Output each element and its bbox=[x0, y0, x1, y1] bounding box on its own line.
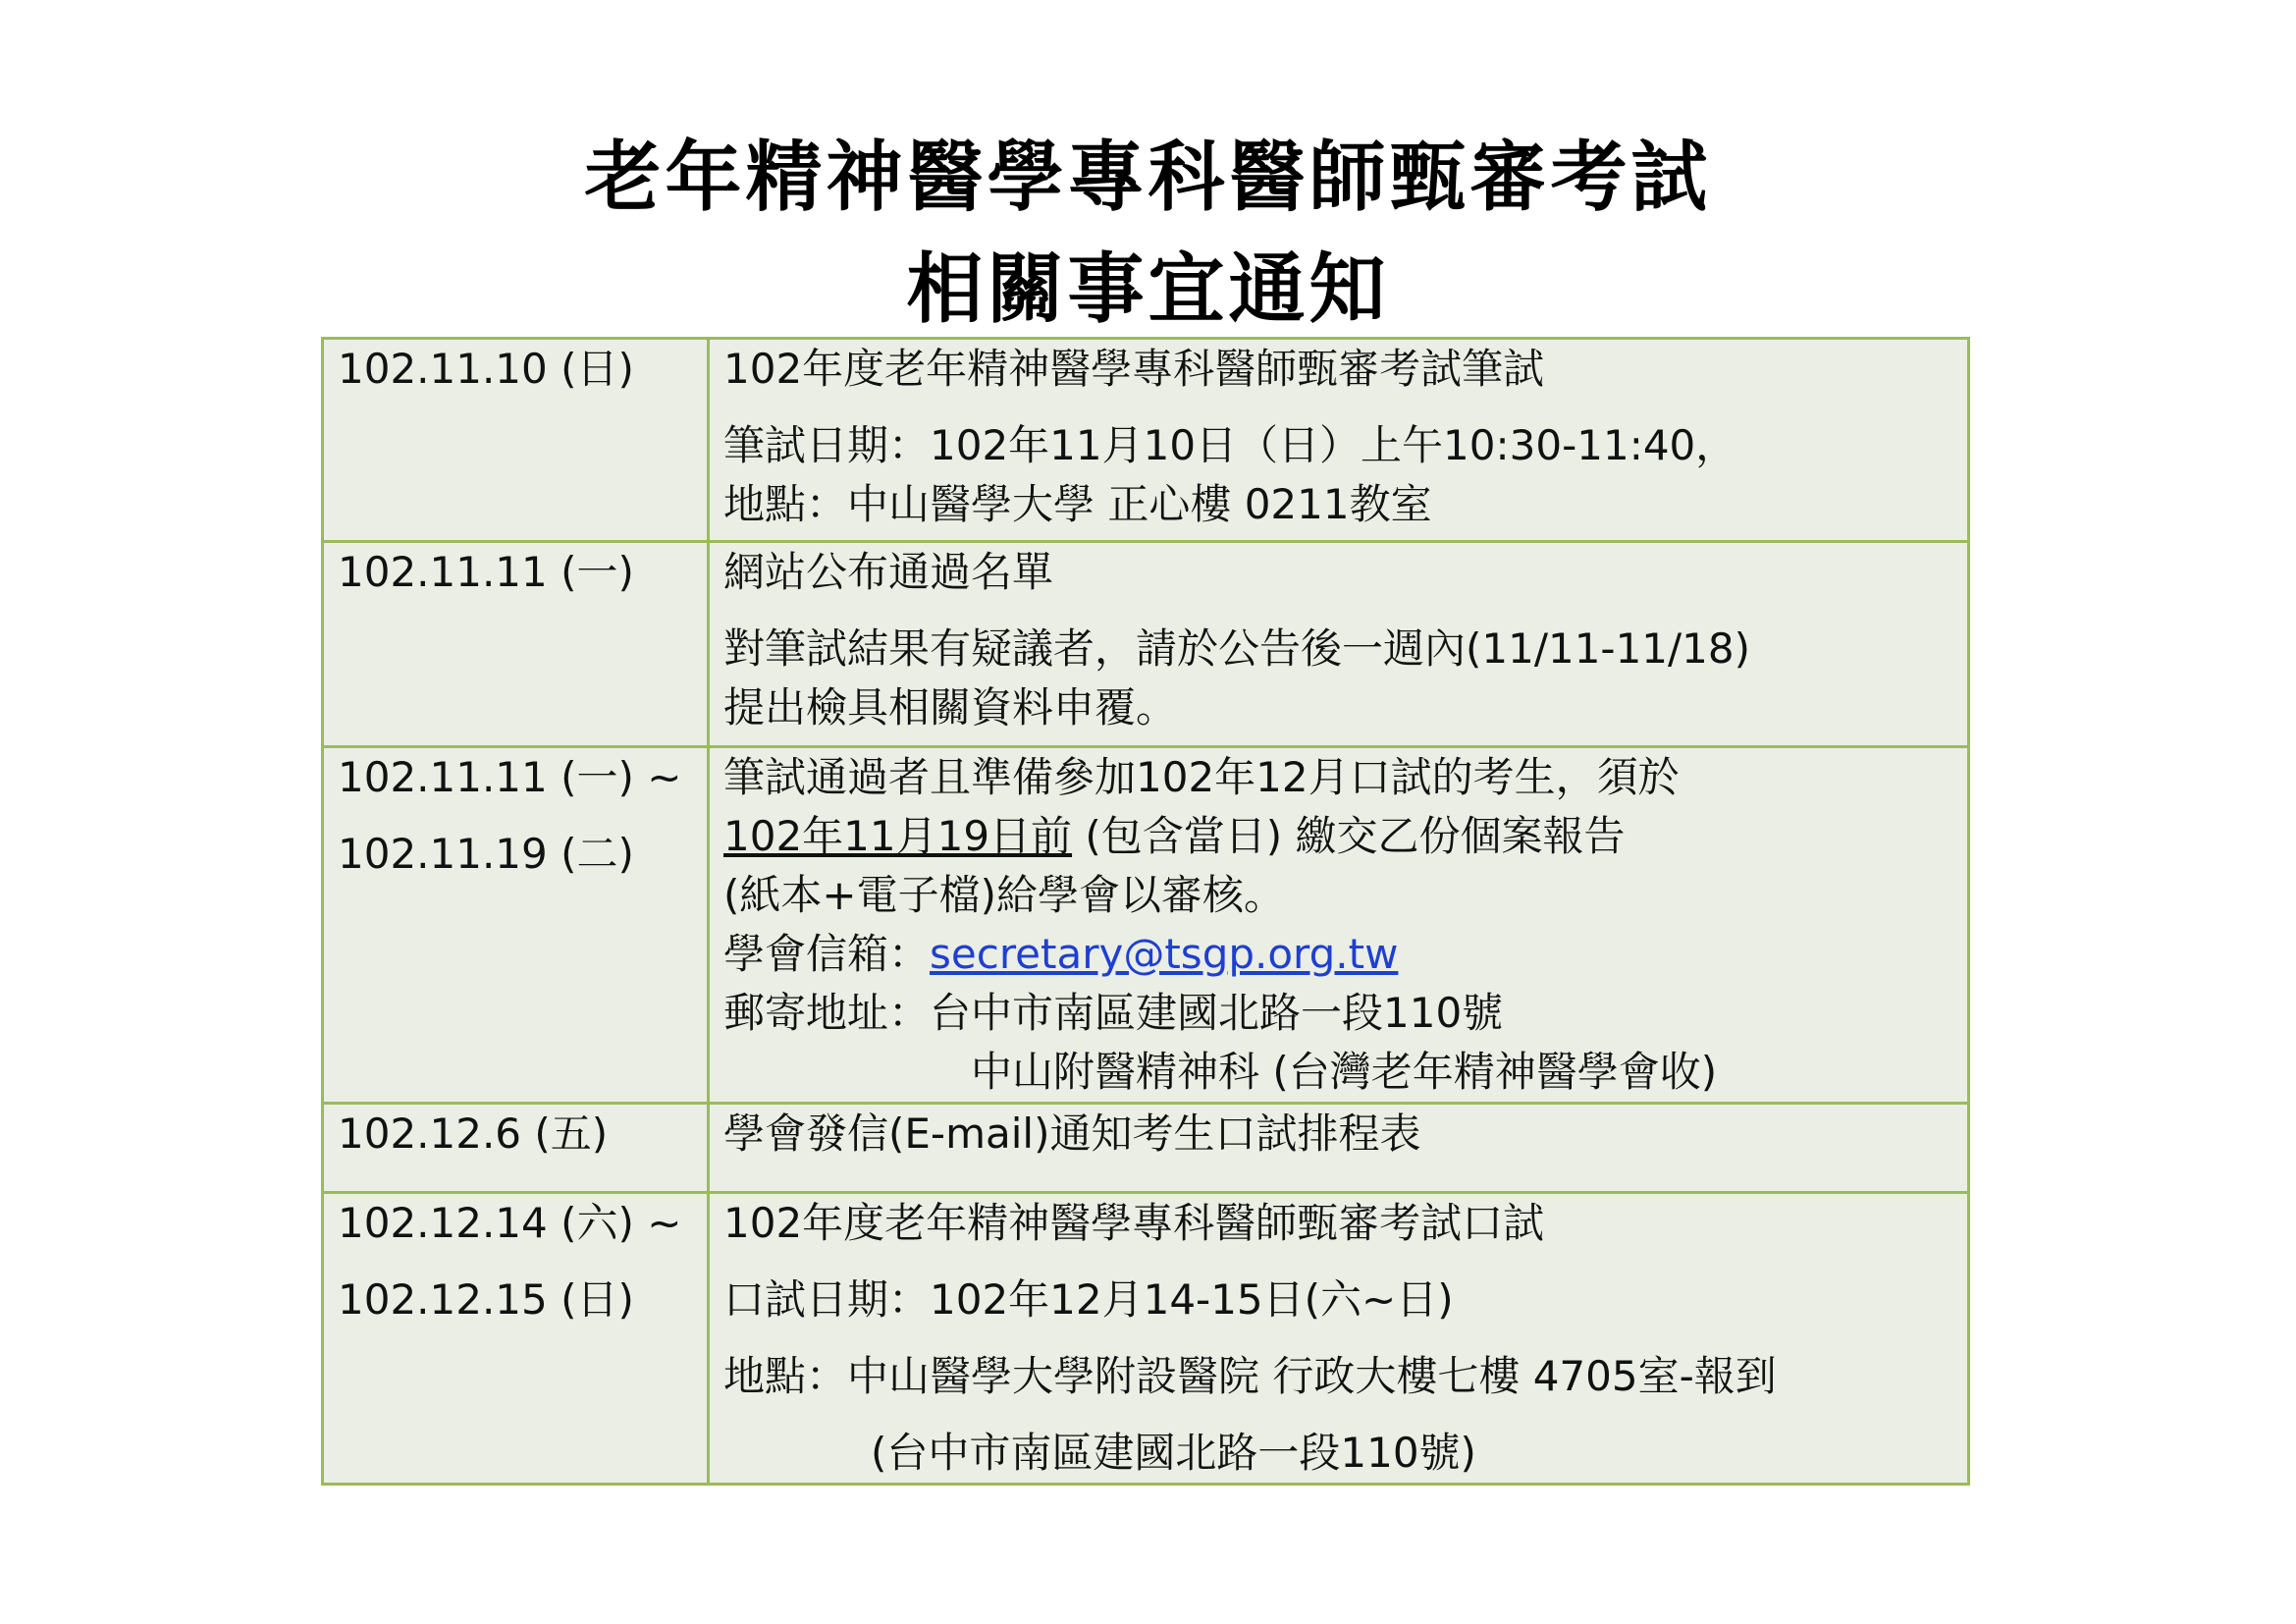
detail-line: 地點：中山醫學大學 正心樓 0211教室 bbox=[723, 480, 1432, 528]
detail-heading: 筆試通過者且準備參加102年12月口試的考生，須於 bbox=[723, 753, 1680, 801]
detail-cell bbox=[709, 1104, 1969, 1193]
detail-cell bbox=[709, 1193, 1969, 1485]
detail-line: 提出檢具相關資料申覆。 bbox=[723, 683, 1178, 731]
detail-line: 筆試日期：102年11月10日（日）上午10:30-11:40， bbox=[723, 421, 1737, 469]
date-label: 102.11.11 (一) ~ bbox=[338, 753, 682, 801]
schedule-table bbox=[321, 337, 1970, 1486]
detail-text: (包含當日) 繳交乙份個案報告 bbox=[1072, 812, 1626, 860]
detail-heading: 102年度老年精神醫學專科醫師甄審考試口試 bbox=[723, 1199, 1545, 1247]
table-row bbox=[323, 747, 1969, 1104]
date-label: 102.12.14 (六) ~ bbox=[338, 1199, 682, 1247]
table-row bbox=[323, 339, 1969, 542]
date-cell bbox=[323, 1104, 709, 1193]
table-row bbox=[323, 542, 1969, 747]
email-link[interactable]: secretary@tsgp.org.tw bbox=[930, 930, 1399, 978]
table-row bbox=[323, 1104, 1969, 1193]
detail-heading: 102年度老年精神醫學專科醫師甄審考試筆試 bbox=[723, 345, 1545, 393]
email-label: 學會信箱： bbox=[723, 930, 931, 978]
detail-cell bbox=[709, 747, 1969, 1104]
page-title: 老年精神醫學專科醫師甄審考試 bbox=[584, 133, 1712, 222]
detail-line: (紙本+電子檔)給學會以審核。 bbox=[723, 871, 1285, 919]
mail-address: 台中市南區建國北路一段110號 bbox=[930, 989, 1504, 1037]
detail-line: 口試日期：102年12月14-15日(六~日) bbox=[723, 1275, 1454, 1324]
date-label: 102.12.6 (五) bbox=[338, 1110, 609, 1158]
table-row bbox=[323, 1193, 1969, 1485]
mail-label: 郵寄地址： bbox=[723, 989, 931, 1037]
detail-heading: 網站公布通過名單 bbox=[723, 548, 1054, 596]
detail-line: 地點：中山醫學大學附設醫院 行政大樓七樓 4705室-報到 bbox=[723, 1352, 1777, 1400]
page-subtitle: 相關事宜通知 bbox=[906, 244, 1390, 334]
detail-line: (台中市南區建國北路一段110號) bbox=[871, 1429, 1476, 1477]
date-label: 102.12.15 (日) bbox=[338, 1275, 634, 1324]
date-label: 102.11.19 (二) bbox=[338, 830, 634, 878]
date-cell bbox=[323, 1193, 709, 1485]
date-label: 102.11.11 (一) bbox=[338, 548, 634, 596]
detail-heading: 學會發信(E-mail)通知考生口試排程表 bbox=[723, 1110, 1421, 1158]
mail-address-line: 中山附醫精神科 (台灣老年精神醫學會收) bbox=[971, 1048, 1718, 1096]
detail-cell bbox=[709, 339, 1969, 542]
detail-line bbox=[723, 807, 1955, 866]
deadline-underlined: 102年11月19日前 bbox=[723, 812, 1073, 860]
date-cell bbox=[323, 542, 709, 747]
detail-cell bbox=[709, 542, 1969, 747]
date-label: 102.11.10 (日) bbox=[338, 345, 634, 393]
email-line bbox=[723, 925, 1955, 984]
date-cell bbox=[323, 339, 709, 542]
date-cell bbox=[323, 747, 709, 1104]
detail-line: 對筆試結果有疑議者，請於公告後一週內(11/11-11/18) bbox=[723, 624, 1751, 673]
mail-address-line bbox=[723, 984, 1955, 1043]
